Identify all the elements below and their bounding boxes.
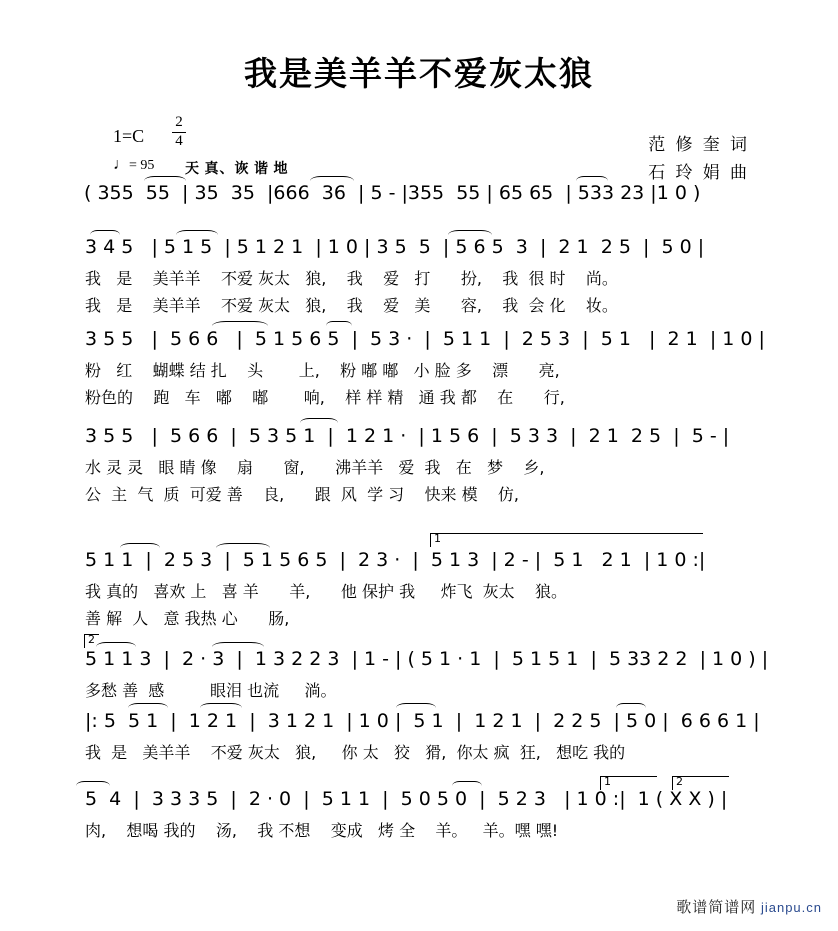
mood-marking: 天 真、诙 谐 地: [185, 162, 289, 177]
slur-mark: [144, 176, 186, 186]
slur-mark: [212, 321, 268, 331]
tempo-value: = 95: [129, 158, 155, 173]
slur-mark: [96, 642, 136, 652]
lyric-row-verse2: 我 是 美羊羊 不爱 灰太 狼, 我 爱 美 容, 我 会 化 妆。: [85, 296, 618, 315]
lyricist-credit: 范 修 奎 词: [648, 135, 750, 154]
music-system-5: [0, 630, 838, 701]
ending-number: 2: [88, 633, 95, 646]
slur-mark: [120, 543, 160, 553]
time-signature-denominator: 4: [175, 132, 183, 149]
lyric-row-verse1: 肉, 想喝 我的 汤, 我 不想 变成 烤 全 羊。 羊。嘿 嘿!: [85, 821, 559, 840]
lyric-row-verse1: 水 灵 灵 眼 睛 像 扇 窗, 沸羊羊 爱 我 在 梦 乡,: [85, 458, 545, 477]
composer-credit: 石 玲 娟 曲: [648, 163, 750, 182]
notes-row: |: 5 5 1 | 1 2 1 | 3 1 2 1 | 1 0 | 5 1 | 1 2 1 | 2 2 5 | 5 0 | 6 6 6 1 |: [85, 710, 760, 732]
page-title: 我是美羊羊不爱灰太狼: [244, 54, 594, 93]
slur-mark: [300, 418, 338, 428]
ending-number: 1: [604, 775, 611, 788]
lyric-row-verse2: 粉色的 跑 车 嘟 嘟 响, 样 样 精 通 我 都 在 行,: [85, 388, 565, 407]
notes-row: 5 4 | 3 3 3 5 | 2 · 0 | 5 1 1 | 5 0 5 0 | 5 2 3 | 1 0 :| 1 ( X X ) |: [85, 788, 728, 810]
slur-mark: [176, 230, 218, 240]
slur-mark: [326, 321, 352, 331]
lyric-row-verse1: 我 真的 喜欢 上 喜 羊 羊, 他 保护 我 炸飞 灰太 狼。: [85, 582, 568, 601]
lyric-row-verse1: 多愁 善 感 眼泪 也流 淌。: [85, 681, 337, 700]
time-signature: [172, 115, 186, 150]
notes-row: 3 5 5 | 5 6 6 | 5 1 5 6 5 | 5 3 · | 5 1 1 | 2 5 3 | 5 1 | 2 1 | 1 0 |: [85, 328, 765, 350]
lyric-row-verse1: 我 是 美羊羊 不爱 灰太 狼, 我 爱 打 扮, 我 很 时 尚。: [85, 269, 618, 288]
time-signature-numerator: 2: [175, 114, 183, 130]
notes-row: 3 5 5 | 5 6 6 | 5 3 5 1 | 1 2 1 · | 1 5 6 | 5 3 3 | 2 1 2 5 | 5 - |: [85, 425, 730, 447]
slur-mark: [452, 781, 482, 791]
lyric-row-verse2: 公 主 气 质 可爱 善 良, 跟 风 学 习 快来 模 仿,: [85, 485, 520, 504]
notes-row: 5 1 1 | 2 5 3 | 5 1 5 6 5 | 2 3 · | 5 1 3 | 2 - | 5 1 2 1 | 1 0 :|: [85, 549, 706, 571]
key-signature: 1=C: [113, 126, 145, 146]
quarter-note-icon: ♩: [113, 156, 129, 173]
music-system-4: [0, 525, 838, 629]
slur-mark: [90, 230, 120, 240]
music-system-7: [0, 775, 838, 841]
tempo-marking: [113, 156, 154, 174]
music-system-6: [0, 710, 838, 763]
slur-mark: [76, 781, 110, 791]
notes-row: 5 1 1 3 | 2 · 3 | 1 3 2 2 3 | 1 - | ( 5 1 · 1 | 5 1 5 1 | 5 33 2 2 | 1 0 ) |: [85, 648, 769, 670]
slur-mark: [128, 703, 168, 713]
notes-row: ( 355 55 | 35 35 |666 36 | 5 - |355 55 | 65 65 | 533 23 |1 0 ): [84, 182, 701, 204]
watermark-footer: [676, 896, 822, 917]
watermark-site: jianpu.cn: [760, 900, 822, 915]
slur-mark: [396, 703, 436, 713]
notes-row: 3 4 5 | 5 1 5 | 5 1 2 1 | 1 0 | 3 5 5 | 5 6 5 3 | 2 1 2 5 | 5 0 |: [85, 236, 705, 258]
lyric-row-verse2: 善 解 人 意 我热 心 肠,: [85, 609, 290, 628]
music-system-intro: [0, 182, 838, 204]
watermark-text: 歌谱简谱网: [676, 900, 757, 916]
slur-mark: [448, 230, 492, 240]
music-system-2: [0, 328, 838, 408]
slur-mark: [616, 703, 646, 713]
slur-mark: [310, 176, 354, 186]
music-system-3: [0, 425, 838, 505]
ending-number: 2: [676, 775, 683, 788]
lyric-row-verse1: 我 是 美羊羊 不爱 灰太 狼, 你 太 狡 猾, 你太 疯 狂, 想吃 我的: [85, 743, 626, 762]
first-ending-bracket: [430, 533, 703, 547]
slur-mark: [212, 642, 264, 652]
slur-mark: [200, 703, 242, 713]
ending-number: 1: [434, 532, 441, 545]
music-system-1: [0, 236, 838, 316]
slur-mark: [576, 176, 608, 186]
lyric-row-verse1: 粉 红 蝴蝶 结 扎 头 上, 粉 嘟 嘟 小 脸 多 漂 亮,: [85, 361, 560, 380]
slur-mark: [216, 543, 270, 553]
